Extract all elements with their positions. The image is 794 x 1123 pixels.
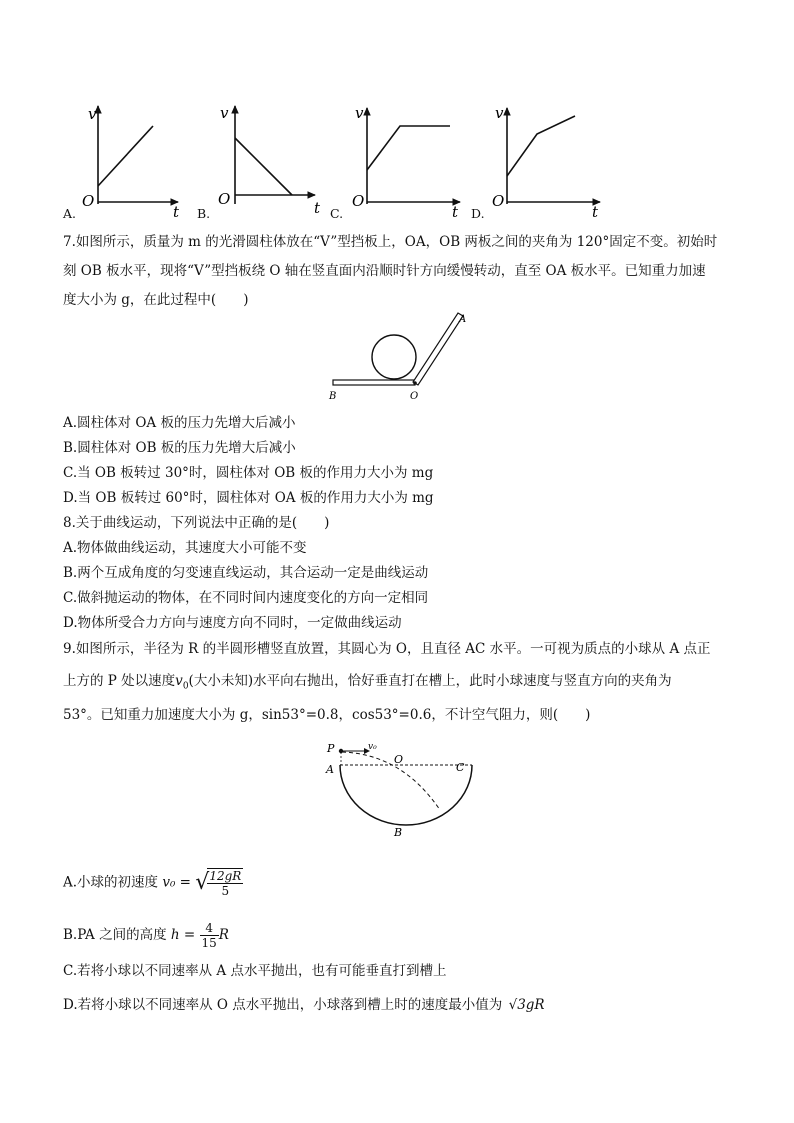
q8-option-d: D.物体所受合力方向与速度方向不同时，一定做曲线运动	[63, 615, 402, 631]
q9-stem-line3: 53°。已知重力加速度大小为 g，sin53°=0.8，cos53°=0.6，不计空气阻力，则( )	[63, 707, 591, 723]
q9-label-a: A	[326, 763, 334, 776]
graph-d-t-label: t	[592, 203, 599, 221]
q9-label-o: O	[394, 753, 404, 766]
q9-option-b	[63, 921, 229, 950]
q7-option-d: D.当 OB 板转过 60°时，圆柱体对 OA 板的作用力大小为 mg	[63, 490, 434, 506]
q8-option-c: C.做斜抛运动的物体，在不同时间内速度变化的方向一定相同	[63, 590, 429, 606]
q9-option-a-text: A.小球的初速度	[63, 874, 159, 891]
q9-option-a-sqrt-sign: √	[195, 870, 210, 895]
graph-d-option-label: D.	[471, 206, 485, 221]
q7-figure	[325, 310, 475, 402]
graph-c-t-label: t	[452, 203, 459, 221]
graph-d-origin: O	[492, 192, 505, 210]
q9-option-a-num: 12gR	[209, 869, 242, 883]
graph-c-option-label: C.	[330, 206, 344, 221]
q9-stem-line2	[63, 672, 672, 696]
q9-stem-line2-post: (大小未知)水平向右抛出，恰好垂直打在槽上，此时小球速度与竖直方向的夹角为	[188, 673, 672, 689]
q9-v0-subscript: 0	[182, 681, 189, 692]
q9-figure	[312, 738, 482, 840]
q9-option-d	[63, 996, 545, 1014]
graph-a-t-label: t	[173, 203, 180, 221]
q9-label-p: P	[327, 742, 335, 755]
graph-b-v-label: v	[220, 104, 229, 122]
q9-option-a-radicand	[207, 868, 243, 898]
q7-option-b: B.圆柱体对 OB 板的压力先增大后减小	[63, 440, 296, 456]
q9-option-a-den: 5	[221, 884, 230, 898]
graph-a-origin: O	[82, 192, 95, 210]
graph-a	[82, 105, 180, 221]
q9-stem-line1: 9.如图所示，半径为 R 的半圆形槽竖直放置，其圆心为 O，且直径 AC 水平。一可视为质点的小球从 A 点正	[63, 641, 711, 657]
q7-stem-line2: 刻 OB 板水平，现将“V”型挡板绕 O 轴在竖直面内沿顺时针方向缓慢转动，直至 OA 板水平。已知重力加速	[63, 263, 706, 279]
q9-option-b-num: 4	[200, 921, 219, 936]
graph-d	[492, 104, 600, 221]
q7-stem-line1: 7.如图所示，质量为 m 的光滑圆柱体放在“V”型挡板上，OA，OB 两板之间的夹角为 120°固定不变。初始时	[63, 234, 718, 250]
graph-c-v-label: v	[355, 104, 364, 122]
q8-option-a: A.物体做曲线运动，其速度大小可能不变	[63, 540, 307, 556]
q9-option-b-lhs: h =	[170, 927, 196, 943]
graph-a-v-label: v	[88, 105, 97, 123]
q9-option-d-value: √3gR	[508, 997, 545, 1013]
graph-d-v-label: v	[495, 104, 504, 122]
q9-option-c: C.若将小球以不同速率从 A 点水平抛出，也有可能垂直打到槽上	[63, 963, 447, 979]
q9-label-v0: v₀	[368, 742, 377, 752]
graph-c	[352, 104, 460, 221]
q8-stem: 8.关于曲线运动，下列说法中正确的是( )	[63, 515, 330, 531]
q9-v0-symbol: v	[175, 673, 183, 689]
q9-option-b-text: B.PA 之间的高度	[63, 927, 167, 943]
q9-label-b: B	[394, 826, 403, 839]
q9-option-a-lhs: v₀ =	[162, 874, 191, 891]
q7-option-a: A.圆柱体对 OA 板的压力先增大后减小	[63, 415, 296, 431]
vt-graphs	[60, 96, 620, 222]
q9-stem-line2-pre: 上方的 P 处以速度	[63, 673, 176, 689]
graph-b-origin: O	[218, 190, 231, 208]
q9-option-a	[63, 868, 243, 898]
q7-label-o: O	[410, 391, 419, 402]
q9-label-c: C	[456, 761, 465, 774]
q9-option-b-den: 15	[201, 936, 217, 950]
graph-b-t-label: t	[314, 199, 321, 217]
q7-option-c: C.当 OB 板转过 30°时，圆柱体对 OB 板的作用力大小为 mg	[63, 465, 434, 481]
q8-option-b: B.两个互成角度的匀变速直线运动，其合运动一定是曲线运动	[63, 565, 429, 581]
graph-a-option-label: A.	[63, 206, 77, 221]
q9-option-b-unit: R	[218, 927, 229, 943]
q7-label-a: A	[459, 314, 467, 325]
q7-label-b: B	[329, 391, 337, 402]
graph-c-origin: O	[352, 192, 365, 210]
graph-b	[218, 104, 321, 217]
q7-stem-line3: 度大小为 g，在此过程中( )	[63, 292, 249, 308]
q9-option-d-text: D.若将小球以不同速率从 O 点水平抛出，小球落到槽上时的速度最小值为	[63, 997, 503, 1013]
graph-b-option-label: B.	[197, 206, 211, 221]
